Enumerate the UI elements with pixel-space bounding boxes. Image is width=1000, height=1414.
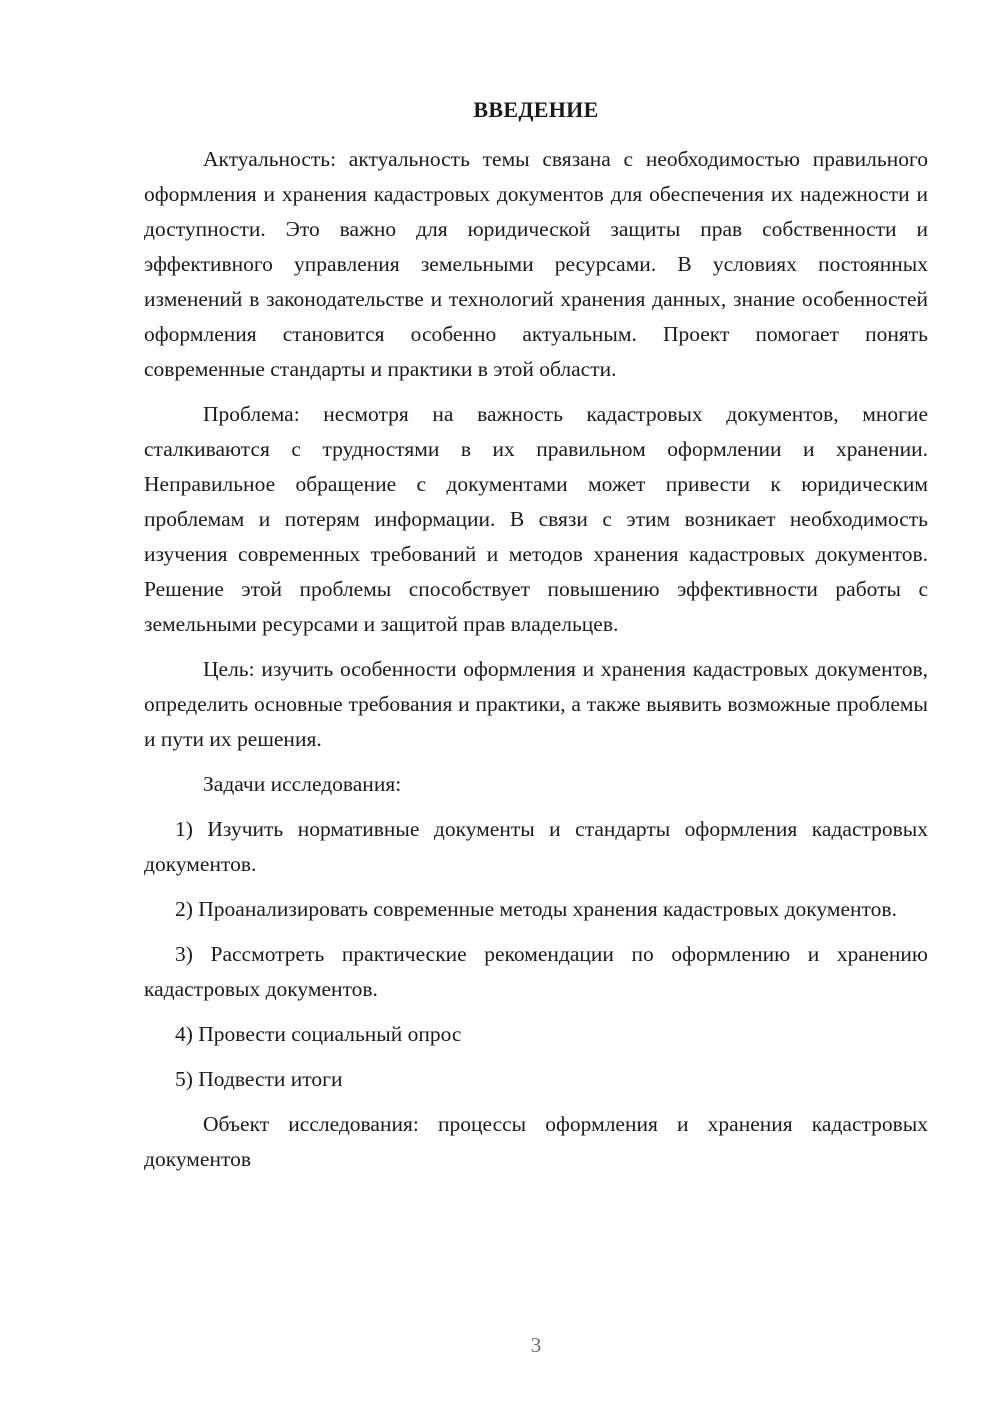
paragraph-relevance: Актуальность: актуальность темы связана с необходимостью правильного оформления и хранения кадастровых документов для обеспечения их надежности и доступности. Это важно для юридической защиты прав собственности и эффективного управления земельными ресурсами. В условиях постоянных изменений в законодательстве и технологий хранения данных, знание особенностей оформления становится особенно актуальным. Проект помогает понять современные стандарты и практики в этой области.: [144, 147, 928, 381]
list-item: 1) Изучить нормативные документы и стандарты оформления кадастровых документов.: [144, 817, 928, 876]
list-item: 2) Проанализировать современные методы хранения кадастровых документов.: [175, 897, 897, 921]
paragraph-tasks-title: Задачи исследования:: [203, 772, 402, 796]
list-item: 3) Рассмотреть практические рекомендации по оформлению и хранению кадастровых документов.: [144, 942, 928, 1001]
document-page: [144, 96, 928, 1187]
page-number: 3: [530, 1333, 542, 1357]
paragraph-problem: Проблема: несмотря на важность кадастровых документов, многие сталкиваются с трудностями в их правильном оформлении и хранении. Неправильное обращение с документами может привести к юридическим проблемам и потерям информации. В связи с этим возникает необходимость изучения современных требований и методов хранения кадастровых документов. Решение этой проблемы способствует повышению эффективности работы с земельными ресурсами и защитой прав владельцев.: [144, 402, 928, 636]
section-heading: ВВЕДЕНИЕ: [473, 97, 599, 122]
paragraph-object: Объект исследования: процессы оформления и хранения кадастровых документов: [144, 1112, 928, 1171]
paragraph-goal: Цель: изучить особенности оформления и хранения кадастровых документов, определить основные требования и практики, а также выявить возможные проблемы и пути их решения.: [144, 657, 928, 751]
list-item: 4) Провести социальный опрос: [175, 1022, 462, 1046]
list-item: 5) Подвести итоги: [175, 1067, 343, 1091]
task-list: [144, 812, 928, 1097]
